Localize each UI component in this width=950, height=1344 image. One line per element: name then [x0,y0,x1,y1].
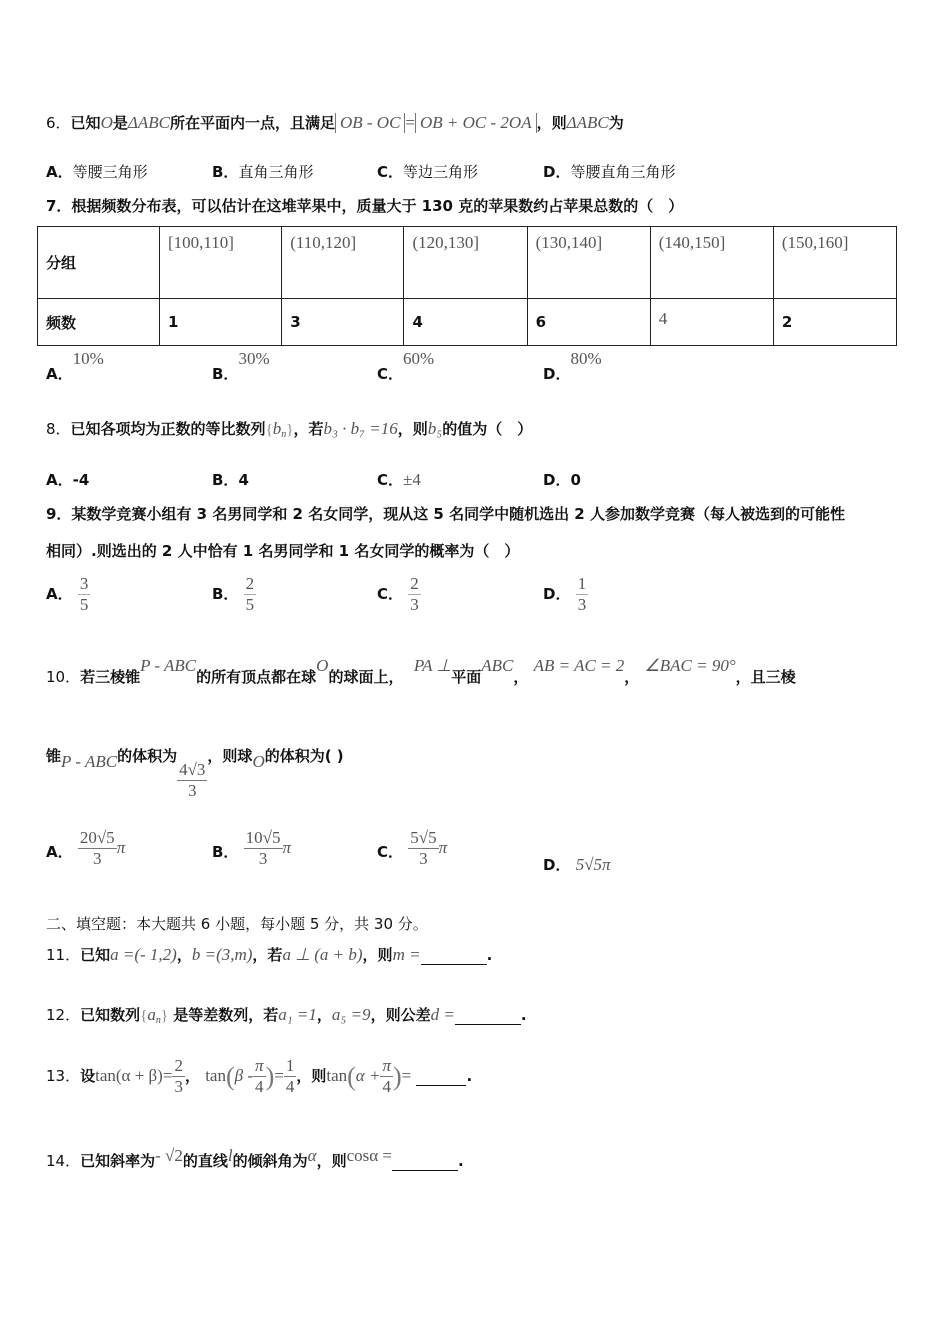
q8-option-c: C．±4 [377,470,421,489]
table-cell: (150,160] [773,227,896,299]
q9-option-a: A． $\frac{3}{5}$ [46,574,89,614]
frequency-table [37,226,897,346]
section-2-heading: 二、填空题：本大题共 6 小题，每小题 5 分，共 30 分。 [46,915,428,933]
q6-option-c: C．等边三角形 [377,163,479,181]
table-row-head-group: 分组 [38,227,160,299]
question-10: 10．若三棱锥P - ABC的所有顶点都在球O的球面上， PA ⊥平面ABC， AB = AC = 2， ∠BAC = 90°，且三棱 [46,656,796,686]
answer-blank[interactable] [416,1067,466,1086]
table-cell: (120,130] [404,227,527,299]
table-cell: 3 [282,299,404,346]
q8-option-a: A．-4 [46,471,90,489]
question-8: 8．已知各项均为正数的等比数列$\{b_n\}$，若b₃ · b₇ =16，则b₅的值为（ ） [46,419,533,440]
q10-option-a: A． $\frac{20√5}{3}$ π [46,828,126,868]
table-row-head-freq: 频数 [38,299,160,346]
question-14: 14．已知斜率为- √2的直线l的倾斜角为α，则cosα = . [46,1146,464,1170]
table-cell: [100,110] [160,227,282,299]
q7-option-a: A．10% [46,349,104,383]
question-6: 6．已知O是ΔABC所在平面内一点，且满足 OB - OC = OB + OC - 2OA ，则ΔABC为 [46,113,624,132]
q10-option-b: B． $\frac{10√5}{3}$ π [212,828,292,868]
answer-blank[interactable] [421,946,487,965]
q9-option-c: C． $\frac{2}{3}$ [377,574,419,614]
q6-option-b: B．直角三角形 [212,163,314,181]
q6-abs-rhs: OB + OC - 2OA [415,113,537,133]
q8-option-d: D．0 [543,471,581,489]
q9-option-d: D． $\frac{1}{3}$ [543,574,587,614]
table-cell: 4 [404,299,527,346]
table-cell: (130,140] [527,227,650,299]
q9-option-b: B． $\frac{2}{5}$ [212,574,255,614]
table-cell: (110,120] [282,227,404,299]
question-12: 12．已知数列$\{a_n\}$ 是等差数列，若a₁ =1，a₅ =9，则公差d = . [46,1005,527,1026]
answer-blank[interactable] [392,1152,458,1171]
table-cell: 4 [650,299,773,346]
question-9-line1: 9．某数学竞赛小组有 3 名男同学和 2 名女同学，现从这 5 名同学中随机选出 2 人参加数学竞赛（每人被选到的可能性 [46,505,845,523]
q6-abs-lhs: OB - OC [335,113,405,133]
q7-option-d: D．80% [543,349,602,383]
question-9-line2: 相同）.则选出的 2 人中恰有 1 名男同学和 1 名女同学的概率为（ ） [46,542,520,560]
question-11: 11．已知a =(- 1,2)，b =(3,m)，若a ⊥ (a + b)，则m = . [46,945,493,964]
q6-option-d: D．等腰直角三角形 [543,163,676,181]
q7-option-c: C．60% [377,349,435,383]
q8-option-b: B．4 [212,471,249,489]
question-13: 13．设tan(α + β)= $\frac{2}{3}$ ， tan(β - $\frac{\pi}{4}$ )= $\frac{1}{4}$ ，则tan(α + $\frac{\pi}{4}$ )= . [46,1056,473,1096]
table-cell: 1 [160,299,282,346]
answer-blank[interactable] [455,1006,521,1025]
question-10-cont: 锥P - ABC的体积为 $\frac{4√3}{3}$ ，则球O的体积为( ) [46,747,344,800]
table-cell: 2 [773,299,896,346]
q6-number: 6． [46,114,71,132]
table-cell: 6 [527,299,650,346]
table-cell: (140,150] [650,227,773,299]
q6-option-a: A．等腰三角形 [46,163,148,181]
q10-option-c: C． $\frac{5√5}{3}$ π [377,828,448,868]
q7-option-b: B．30% [212,349,270,383]
question-7: 7．根据频数分布表，可以估计在这堆苹果中，质量大于 130 克的苹果数约占苹果总数的（ ） [46,197,684,215]
q10-option-d: D． 5√5π [543,855,611,874]
